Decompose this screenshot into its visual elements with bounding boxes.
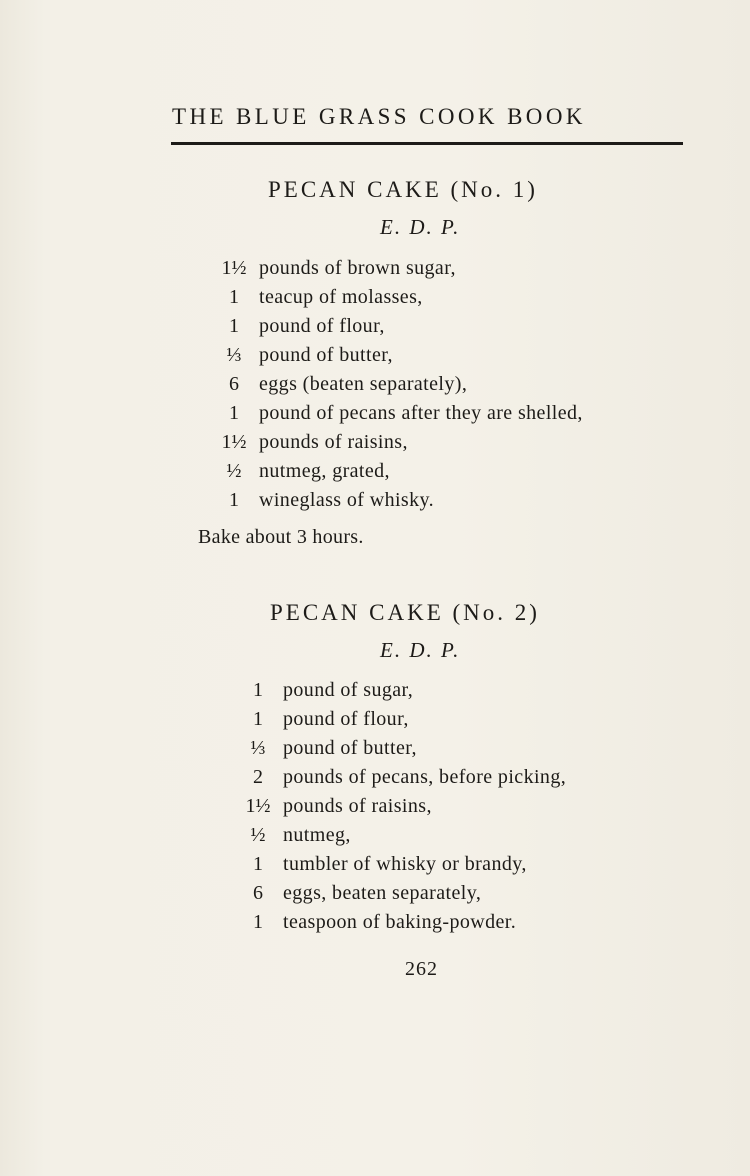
ingredient-quantity: 1 <box>229 489 239 511</box>
ingredient-description: pounds of raisins, <box>283 795 432 817</box>
ingredient-item <box>240 705 566 734</box>
ingredient-description: pound of flour, <box>259 315 385 337</box>
ingredient-quantity: 2 <box>253 766 263 788</box>
ingredient-item <box>240 676 566 705</box>
ingredient-description: teacup of molasses, <box>259 286 423 308</box>
ingredient-quantity: 1 <box>229 286 239 308</box>
ingredient-quantity: 1 <box>253 853 263 875</box>
ingredient-quantity: ⅓ <box>226 344 242 366</box>
ingredient-item <box>216 457 583 486</box>
ingredient-item <box>240 879 566 908</box>
ingredient-description: eggs (beaten separately), <box>259 373 468 395</box>
ingredient-description: teaspoon of baking-powder. <box>283 911 517 933</box>
ingredient-item <box>240 850 566 879</box>
ingredient-item <box>240 821 566 850</box>
ingredient-quantity: ⅓ <box>250 737 266 759</box>
ingredient-description: pound of butter, <box>283 737 417 759</box>
ingredient-description: wineglass of whisky. <box>259 489 435 511</box>
ingredient-description: pounds of pecans, before picking, <box>283 766 567 788</box>
ingredient-description: tumbler of whisky or brandy, <box>283 853 527 875</box>
ingredient-item <box>216 486 583 515</box>
running-head: THE BLUE GRASS COOK BOOK <box>172 104 586 129</box>
ingredient-item <box>216 312 583 341</box>
ingredient-item <box>216 370 583 399</box>
ingredient-item <box>216 399 583 428</box>
ingredient-item <box>216 254 583 283</box>
ingredient-list <box>216 254 583 515</box>
ingredient-description: nutmeg, <box>283 824 351 846</box>
ingredient-quantity: 1 <box>253 911 263 933</box>
ingredient-quantity: 6 <box>229 373 239 395</box>
ingredient-description: pounds of brown sugar, <box>259 257 456 279</box>
ingredient-description: pound of butter, <box>259 344 393 366</box>
ingredient-list <box>240 676 566 937</box>
recipe-title: PECAN CAKE (No. 1) <box>268 177 538 202</box>
ingredient-quantity: ½ <box>250 824 266 846</box>
ingredient-description: pound of pecans after they are shelled, <box>259 402 583 424</box>
ingredient-quantity: 1 <box>253 708 263 730</box>
ingredient-quantity: 1 <box>229 315 239 337</box>
ingredient-description: pound of sugar, <box>283 679 414 701</box>
ingredient-item <box>240 734 566 763</box>
ingredient-item <box>240 792 566 821</box>
ingredient-quantity: 1 <box>229 402 239 424</box>
ingredient-quantity: 1½ <box>221 257 247 279</box>
page-number: 262 <box>405 958 438 980</box>
recipe-title: PECAN CAKE (No. 2) <box>270 600 540 625</box>
recipe-note: Bake about 3 hours. <box>198 526 364 548</box>
ingredient-item <box>240 763 566 792</box>
ingredient-quantity: ½ <box>226 460 242 482</box>
ingredient-item <box>240 908 566 937</box>
ingredient-description: pounds of raisins, <box>259 431 408 453</box>
ingredient-description: nutmeg, grated, <box>259 460 390 482</box>
ingredient-description: eggs, beaten separately, <box>283 882 482 904</box>
ingredient-quantity: 1 <box>253 679 263 701</box>
ingredient-item <box>216 283 583 312</box>
ingredient-item <box>216 428 583 457</box>
ingredient-description: pound of flour, <box>283 708 409 730</box>
recipe-author: E. D. P. <box>380 638 461 662</box>
ingredient-quantity: 1½ <box>221 431 247 453</box>
ingredient-quantity: 6 <box>253 882 263 904</box>
recipe-author: E. D. P. <box>380 215 461 239</box>
header-rule <box>171 142 683 145</box>
ingredient-quantity: 1½ <box>245 795 271 817</box>
ingredient-item <box>216 341 583 370</box>
